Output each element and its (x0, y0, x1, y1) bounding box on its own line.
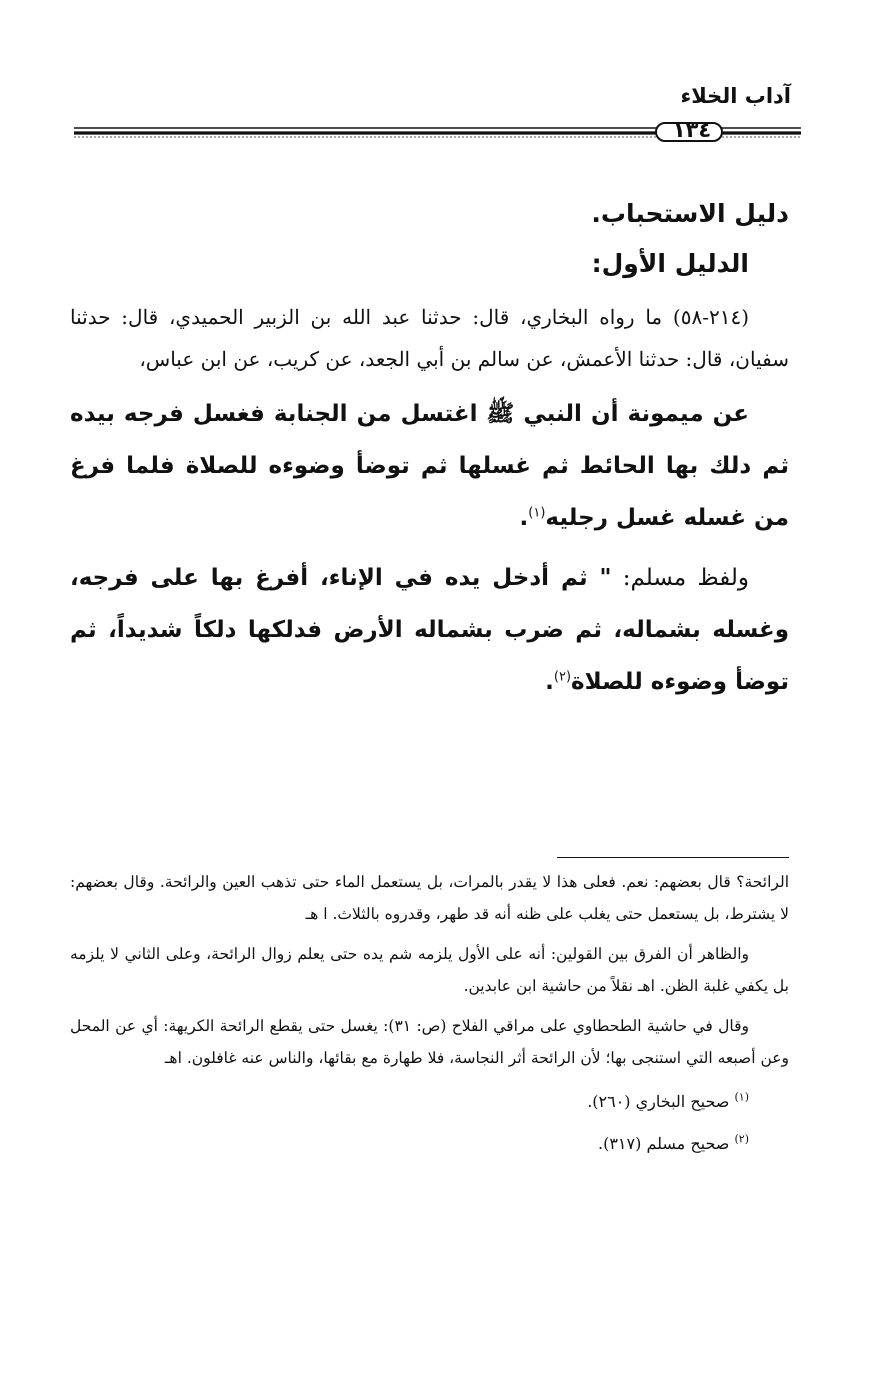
footnote-citation-text: صحيح مسلم (٣١٧). (598, 1134, 730, 1153)
footnotes (70, 866, 789, 1162)
hadith-2-body: " ثم أدخل يده في الإناء، أفرغ بها على فرجه، وغسله بشماله، ثم ضرب بشماله الأرض فدلكها دلكاً شديداً، ثم توضأ وضوءه للصلاة (70, 565, 789, 695)
hadith-text-1 (70, 388, 789, 544)
footnote-citation-text: صحيح البخاري (٢٦٠). (587, 1092, 730, 1111)
page-number: ١٣٤ (672, 118, 712, 142)
running-title: آداب الخلاء (680, 84, 791, 108)
footnote-paragraph: وقال في حاشية الطحطاوي على مراقي الفلاح (ص: ٣١): يغسل حتى يقطع الرائحة الكريهة: أي عن المحل وعن أصبعه التي استنجى بها؛ لأن الرائحة أثر النجاسة، فلا طهارة مع بقائها، والناس عنه غافلون. اهـ (70, 1017, 789, 1067)
footnote-citation-1 (70, 1084, 749, 1120)
footnote-number: (٢) (734, 1132, 749, 1146)
footnote-citation-2 (70, 1126, 749, 1162)
footnote-continuation: الرائحة؟ قال بعضهم: نعم. فعلى هذا لا يقدر بالمرات، بل يستعمل الماء حتى تذهب العين والرائحة. وقال بعضهم: لا يشترط، بل يستعمل حتى يغلب على ظنه أنه قد طهر، وقدروه بالثلاث. ا هـ (70, 873, 789, 923)
isnad-paragraph: (٢١٤-٥٨) ما رواه البخاري، قال: حدثنا عبد الله بن الزبير الحميدي، قال: حدثنا سفيان، قال: حدثنا الأعمش، عن سالم بن أبي الجعد، عن كريب، عن ابن عباس، (70, 305, 789, 371)
hadith-2-lead: ولفظ مسلم: (611, 565, 749, 591)
footnote-number: (١) (734, 1090, 749, 1104)
hadith-1-end: . (519, 505, 529, 531)
footnote-ref-1: (١) (528, 505, 546, 521)
main-text (70, 192, 789, 708)
footnote-separator (557, 857, 789, 858)
hadith-2-end: . (545, 669, 554, 695)
hadith-text-2 (70, 552, 789, 708)
page-header (78, 78, 791, 148)
footnote-ref-2: (٢) (553, 669, 572, 685)
hadith-1-body: عن ميمونة أن النبي ﷺ اغتسل من الجنابة فغسل فرجه بيده ثم دلك بها الحائط ثم غسلها ثم توضأ وضوءه للصلاة فلما فرغ من غسله غسل رجليه (70, 401, 789, 531)
footnote-paragraph: والظاهر أن الفرق بين القولين: أنه على الأول يلزمه شم يده حتى يعلم زوال الرائحة، وعلى الثاني لا يلزمه بل يكفي غلبة الظن. اهـ نقلاً من حاشية ابن عابدين. (70, 945, 789, 995)
section-subheading: الدليل الأول: (591, 249, 749, 278)
section-heading: دليل الاستحباب. (591, 199, 789, 228)
